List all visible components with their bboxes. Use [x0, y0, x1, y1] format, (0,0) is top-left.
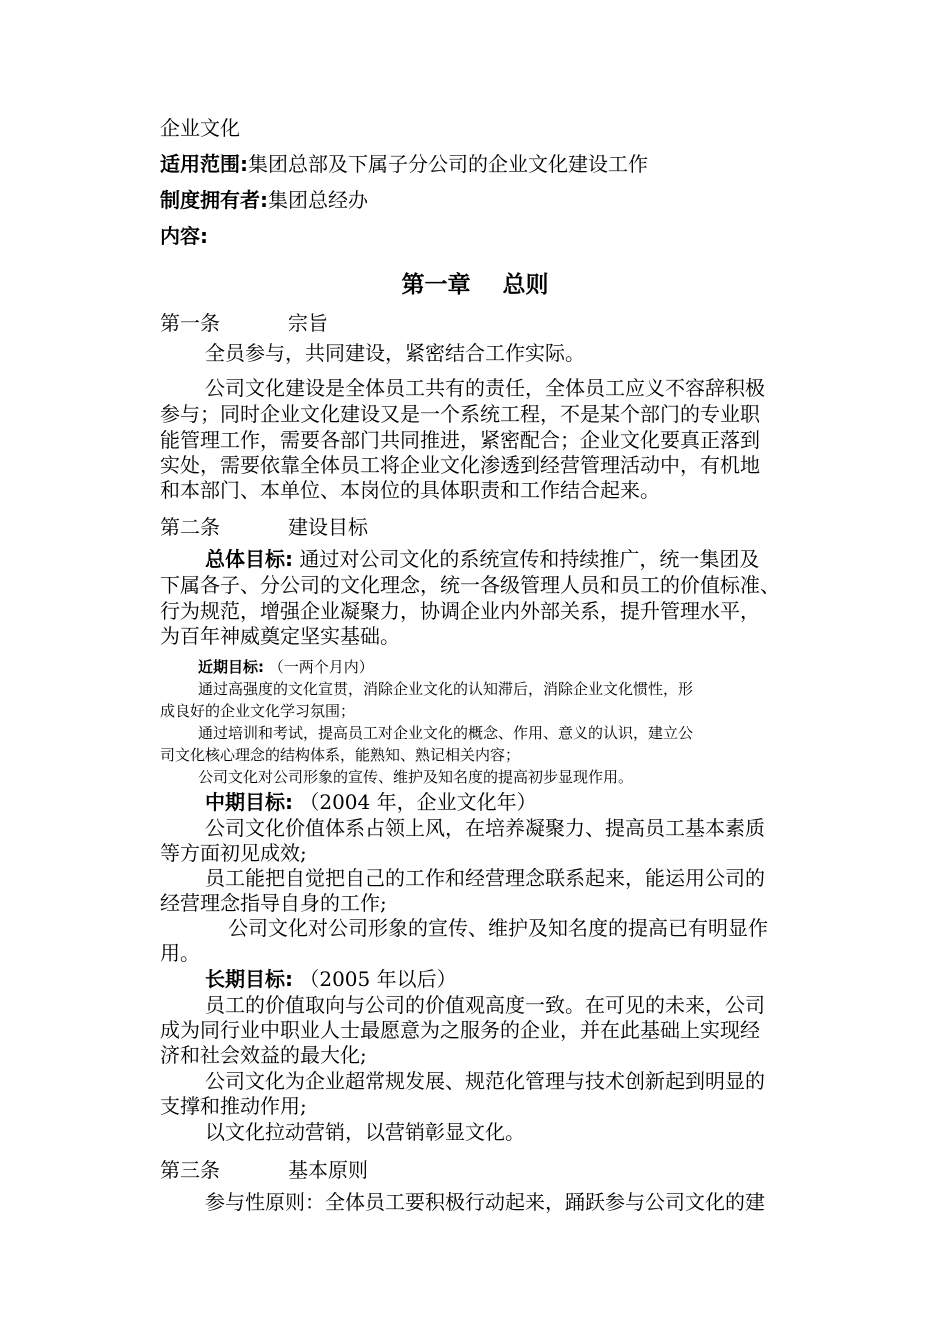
- article-1-title: 宗旨: [288, 311, 328, 335]
- overall-goal-text: 通过对公司文化的系统宣传和持续推广，统一集团及: [299, 547, 760, 571]
- article-1-heading: [160, 307, 328, 336]
- article-2-title: 建设目标: [288, 515, 368, 539]
- mid-goal-heading: [205, 789, 537, 815]
- scope-label: 适用范围:: [160, 152, 248, 176]
- overall-goal-line: 为百年神威奠定坚实基础。: [160, 624, 400, 648]
- overall-goal-line: 行为规范，增强企业凝聚力，协调企业内外部关系，提升管理水平，: [160, 599, 760, 623]
- content-label: 内容:: [160, 224, 208, 248]
- article-3-number: 第三条: [160, 1158, 220, 1182]
- mid-goal-label: 中期目标:: [205, 790, 293, 814]
- mid-goal-line: 公司文化价值体系占领上风，在培养凝聚力、提高员工基本素质: [205, 816, 765, 840]
- owner-value: 集团总经办: [268, 188, 368, 212]
- mid-goal-line: 员工能把自觉把自己的工作和经营理念联系起来，能运用公司的: [205, 866, 765, 890]
- long-goal-line: 成为同行业中职业人士最愿意为之服务的企业，并在此基础上实现经: [160, 1018, 760, 1042]
- article-1-p2-line: 实处，需要依靠全体员工将企业文化渗透到经营管理活动中，有机地: [160, 453, 760, 477]
- article-3-heading: [160, 1154, 368, 1183]
- overall-goal-label: 总体目标:: [205, 547, 293, 571]
- near-goal-label: 近期目标:: [198, 658, 264, 676]
- owner-label: 制度拥有者:: [160, 188, 268, 212]
- long-goal-label: 长期目标:: [205, 967, 293, 991]
- mid-goal-period: （2004 年，企业文化年）: [299, 790, 537, 814]
- scope-line: [160, 151, 648, 177]
- article-2-heading: [160, 511, 368, 540]
- article-1-p2-line: 参与；同时企业文化建设又是一个系统工程，不是某个部门的专业职: [160, 402, 760, 426]
- long-goal-heading: [205, 966, 457, 992]
- article-3-title: 基本原则: [288, 1158, 368, 1182]
- long-goal-line: 支撑和推动作用;: [160, 1094, 307, 1118]
- article-1-p2-line: 能管理工作，需要各部门共同推进，紧密配合；企业文化要真正落到: [160, 428, 760, 452]
- article-1-p2-line: 公司文化建设是全体员工共有的责任，全体员工应义不容辞积极: [205, 376, 765, 400]
- near-goal-line: 公司文化对公司形象的宣传、维护及知名度的提高初步显现作用。: [198, 768, 634, 786]
- mid-goal-line: 公司文化对公司形象的宣传、维护及知名度的提高已有明显作: [228, 916, 768, 940]
- near-goal-line: 司文化核心理念的结构体系，能熟知、熟记相关内容；: [160, 746, 521, 764]
- article-2-number: 第二条: [160, 515, 220, 539]
- long-goal-period: （2005 年以后）: [299, 967, 457, 991]
- overall-goal-line: 下属各子、分公司的文化理念，统一各级管理人员和员工的价值标准、: [160, 573, 780, 597]
- article-1-p2-line: 和本部门、本单位、本岗位的具体职责和工作结合起来。: [160, 478, 660, 502]
- near-goal-period: （一两个月内）: [268, 658, 374, 676]
- near-goal-heading: [198, 657, 374, 677]
- mid-goal-line: 用。: [160, 941, 200, 965]
- near-goal-line: 成良好的企业文化学习氛围；: [160, 702, 356, 720]
- long-goal-line: 公司文化为企业超常规发展、规范化管理与技术创新起到明显的: [205, 1069, 765, 1093]
- overall-goal-line: [205, 546, 759, 572]
- near-goal-line: 通过高强度的文化宣贯，消除企业文化的认知滞后，消除企业文化惯性，形: [198, 680, 694, 698]
- scope-value: 集团总部及下属子分公司的企业文化建设工作: [248, 152, 648, 176]
- article-1-number: 第一条: [160, 311, 220, 335]
- chapter-title: 第一章 总则: [401, 272, 549, 298]
- mid-goal-line: 经营理念指导自身的工作;: [160, 891, 387, 915]
- article-1-paragraph-1: 全员参与，共同建设，紧密结合工作实际。: [205, 341, 585, 365]
- long-goal-line: 济和社会效益的最大化;: [160, 1043, 367, 1067]
- long-goal-line: 员工的价值取向与公司的价值观高度一致。在可见的未来，公司: [205, 993, 765, 1017]
- owner-line: [160, 187, 368, 213]
- near-goal-line: 通过培训和考试，提高员工对企业文化的概念、作用、意义的认识，建立公: [198, 724, 694, 742]
- doc-title: 企业文化: [160, 116, 240, 140]
- article-3-paragraph-1: 参与性原则：全体员工要积极行动起来，踊跃参与公司文化的建: [205, 1190, 765, 1214]
- mid-goal-line: 等方面初见成效;: [160, 841, 307, 865]
- long-goal-line: 以文化拉动营销，以营销彰显文化。: [205, 1120, 525, 1144]
